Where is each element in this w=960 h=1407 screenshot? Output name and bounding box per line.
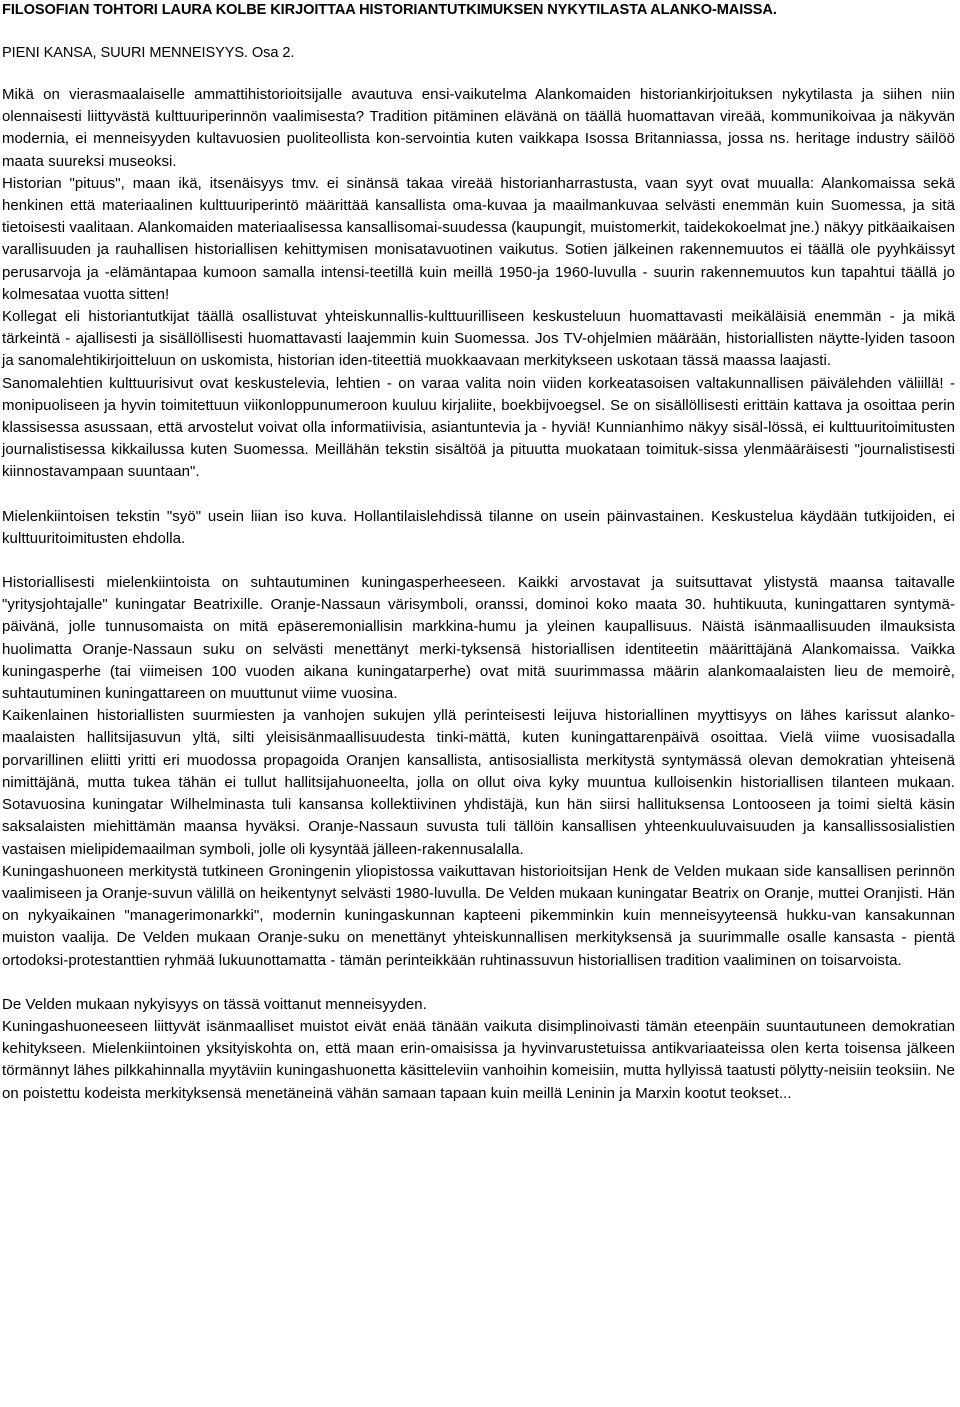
paragraph: Historiallisesti mielenkiintoista on suhtautuminen kuningasperheeseen. Kaikki arvostavat ja suitsuttavat ylistystä maansa taitavalle "yritysjohtajalle" kuningatar Beatrixille. Oranje-Nassaun värisymboli, oranssi, dominoi koko maata 30. huhtikuuta, kuningattaren syntymä-päivänä, jolle tunnusomaista on mitä epäseremoniallisin markkina-humu ja yleinen kaupallisuus. Näistä isänmaallisuuden ilmauksista huolimatta Oranje-Nassaun suku on selvästi menettänyt merki-tyksensä historiallisen identiteetin määrittäjänä Alankomaissa. Vaikka kuningasperhe (tai viimeisen 100 vuoden aikana kuningatarperhe) ovat mitä suurimmassa määrin alankomaalaisten lieu de memoirè, suhtautuminen kuningattareen on muuttunut viime vuosina.: [2, 574, 955, 703]
paragraph: Mielenkiintoisen tekstin "syö" usein liian iso kuva. Hollantilaislehdissä tilanne on usein päinvastainen. Keskustelua käydään tutkijoiden, ei kulttuuritoimitusten ehdolla.: [2, 507, 955, 547]
paragraph: De Velden mukaan nykyisyys on tässä voittanut menneisyyden.: [2, 995, 427, 1013]
paragraph: Kuningashuoneeseen liittyvät isänmaalliset muistot eivät enää tänään vaikuta disimplinoivasti tämän eteenpäin suuntautuneen demokratian kehitykseen. Mielenkiintoinen yksityiskohta on, että maan erin-omaisissa ja hyvinvarustetuissa antikvariaateissa olen kerta toisensa jälkeen törmännyt lähes pilkkahinnalla myytäviin kuningashuonetta käsitteleviin vanhoihin komeisiin, mutta hyllyissä taatusti pölytty-neisiin teoksiin. Ne on poistettu kodeista merkityksensä menetäneinä vähän samaan tapaan kuin meillä Leninin ja Marxin kootut teokset...: [2, 1017, 955, 1102]
paragraph-spacer: [2, 550, 955, 572]
paragraph: Kollegat eli historiantutkijat täällä osallistuvat yhteiskunnallis-kulttuurilliseen keskusteluun huomattavasti meikäläisiä enemmän - ja mikä tärkeintä - ajallisesti ja sisällöllisesti huomattavasti laajemmin kuin Suomessa. Jos TV-ohjelmien määrään, historiallisten näytte-lyiden tasoon ja sanomalehtikirjoitteluun on uskomista, historian iden-titeettiä muokkaavaan merkitykseen uskotaan tässä maassa laajasti.: [2, 308, 955, 370]
document-subtitle: PIENI KANSA, SUURI MENNEISYYS. Osa 2.: [2, 45, 295, 61]
paragraph-spacer: [2, 972, 955, 994]
paragraph: Kuningashuoneen merkitystä tutkineen Groningenin yliopistossa vaikuttavan historioitsijan Henk de Velden mukaan side kansallisen perinnön vaalimiseen ja Oranje-suvun välillä on heikentynyt selvästi 1980-luvulla. De Velden mukaan kuningatar Beatrix on Oranje, muttei Oranjisti. Hän on nykyaikainen "managerimonarkki", modernin kuningaskunnan kapteeni pikemminkin kuin menneisyyteensä hukku-van kansakunnan muiston vaalija. De Velden mukaan Oranje-suku on menettänyt yhteiskunnallisen merkityksensä ja suurimmalle osalle kansasta - pientä ortodoksi-protestanttien ryhmää lukuunottamatta - tämän perinteikkään ruhtinassuvun historiallisen tradition vaaliminen on toisarvoista.: [2, 862, 955, 969]
paragraph-spacer: [2, 484, 955, 506]
paragraph: Sanomalehtien kulttuurisivut ovat keskustelevia, lehtien - on varaa valita noin viiden korkeatasoisen valtakunnallisen päivälehden väliillä! - monipuoliseen ja hyvin toimitettuun viikonloppunumeroon kuuluu kirjaliite, boekbijvoegsel. Se on sisällöllisesti erittäin kattava ja osoittaa perin klassisessa asussaan, että arvostelut voivat olla informatiivisia, asiantuntevia ja - hyviä! Kunnianhimo näkyy sisäl-lössä, ei kulttuuritoimitusten journalistisessa kikkailussa kuten Suomessa. Meillähän tekstin sisältöä ja pituutta muokataan toimituk-sissa ylenmääräisesti "journalistisesti kiinnostavampaan suuntaan".: [2, 374, 955, 481]
paragraph: Mikä on vierasmaalaiselle ammattihistorioitsijalle avautuva ensi-vaikutelma Alankomaiden historiankirjoituksen nykytilasta ja siihen niin olennaisesti liittyvästä kulttuuriperinnön vaalimisesta? Tradition pitäminen elävänä on täällä huomattavan vireää, kommunikoivaa ja näkyvän modernia, ei menneisyyden kultavuosien puoliteollista kon-servointia kuten vaikkapa Isossa Britanniassa, jossa ns. heritage industry säilöö maata suureksi museoksi.: [2, 86, 955, 170]
paragraph: Kaikenlainen historiallisten suurmiesten ja vanhojen sukujen yllä perinteisesti leijuva historiallinen myyttisyys on lähes karissut alanko-maalaisten hallitsijasuvun yltä, silti yleisisänmaallisuudesta tinki-mättä, kuten kuningattarenpäivä osoittaa. Vielä viime vuosisadalla porvarillinen eliitti yritti eri muodossa propagoida Oranjen kansallista, antisosiallista merkitystä syntymässä olevan demokratian yhteisenä nimittäjänä, mutta tukea tähän ei tullut hallitsijahuoneelta, jolla on ollut oiva kyky muuntua kulloisenkin historiallisen tilanteen mukaan. Sotavuosina kuningatar Wilhelminasta tuli kansansa kollektiivinen yhdistäjä, kun hän siirsi hallituksensa Lontooseen ja toimi sieltä käsin saksalaisten miehittämän maansa hyväksi. Oranje-Nassaun suvusta tuli tällöin kansallisen yhteenkuuluvaisuuden ja kansallissosialistien vastaisen mielipidemaailman symboli, jolle oli kysyntää jälleen-rakennusalalla.: [2, 707, 955, 858]
document-title: FILOSOFIAN TOHTORI LAURA KOLBE KIRJOITTAA HISTORIANTUTKIMUKSEN NYKYTILASTA ALANKO-MAISSA.: [2, 2, 777, 18]
paragraph: Historian "pituus", maan ikä, itsenäisyys tmv. ei sinänsä takaa vireää historianharrastusta, vaan syyt ovat muualla: Alankomaissa sekä henkinen että materiaalinen kulttuuriperintö määrittää kansallista oma-kuvaa ja maailmankuvaa selvästi enemmän kuin Suomessa, ja sitä tietoisesti vaalitaan. Alankomaiden materiaalisessa kansallisomai-suudessa (kaupungit, muistomerkit, taidekokoelmat jne.) näkyy pitkäaikaisen varallisuuden ja rauhallisen historiallisen kehittymisen monisatavuotinen vaikutus. Sotien jälkeinen rakennemuutos ei täällä ole pyyhkäissyt perusarvoja ja -elämäntapaa kumoon samalla intensi-teetillä kuin meillä 1950-ja 1960-luvulla - suurin rakennemuutos kun tapahtui täällä jo kolmesataa vuotta sitten!: [2, 174, 955, 303]
